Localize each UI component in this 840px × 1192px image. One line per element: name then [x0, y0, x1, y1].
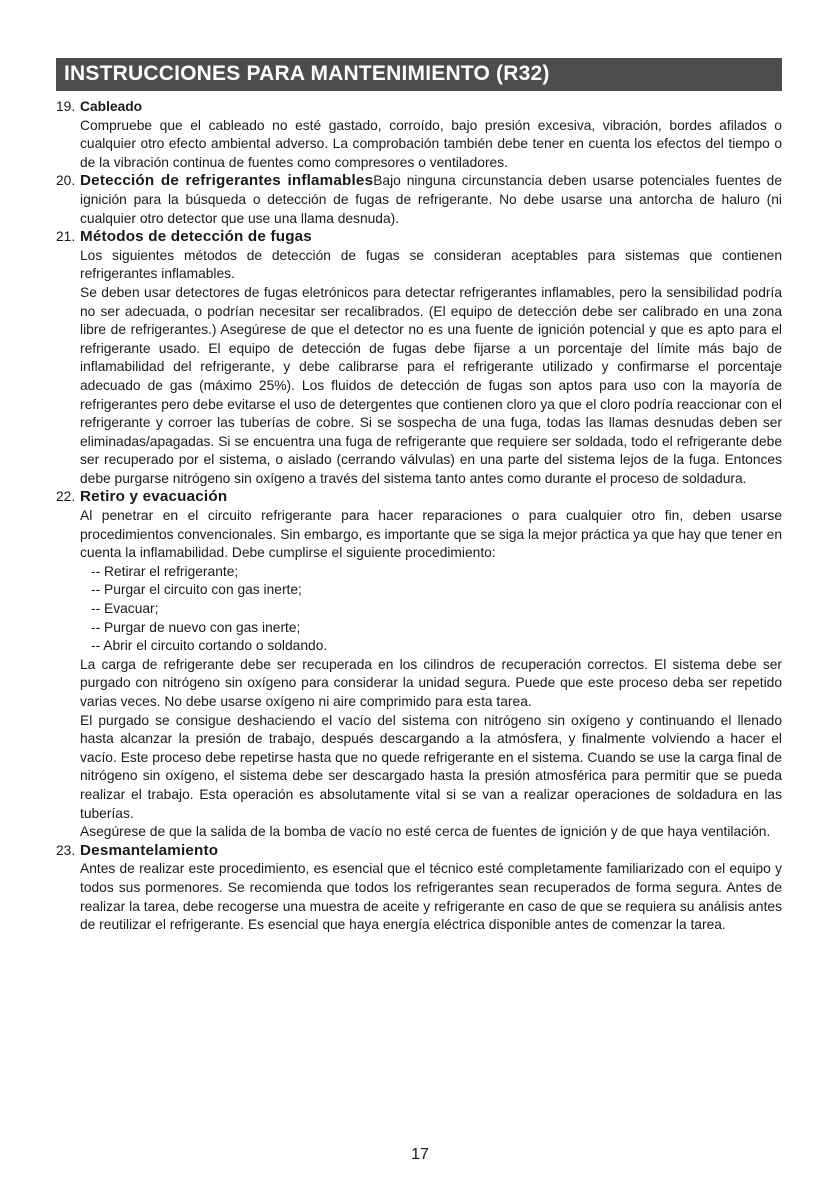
- section-21: [56, 228, 782, 488]
- paragraph: Al penetrar en el circuito refrigerante para hacer reparaciones o para cualquier otro fin, deben usarse procedimientos convencionales. Sin embargo, es importante que se siga la mejor práctica ya que hay que tener en cuenta la inflamabilidad. Debe cumplirse el siguiente procedimiento:: [80, 508, 782, 561]
- paragraph-text: Bajo ninguna circunstancia deben usarse potenciales fuentes de ignición para la búsqueda o detección de fugas de refrigerante. No debe usarse una antorcha de haluro (ni cualquier otro detector que use una llama desnuda).: [80, 173, 783, 226]
- list-item: -- Purgar de nuevo con gas inerte;: [91, 619, 301, 635]
- section-heading: Retiro y evacuación: [80, 488, 228, 506]
- paragraph: Se deben usar detectores de fugas eletrónicos para detectar refrigerantes inflamables, pero la sensibilidad podría no ser adecuada, o podrían necesitar ser recalibrados. (El equipo de detección debe ser calibrado en una zona libre de refrigerantes.) Asegúrese de que el detector no es una fuente de ignición potencial y que es apto para el refrigerante usado. El equipo de detección de fugas debe fijarse a un porcentaje del límite más bajo de inflamabilidad del refrigerante, y debe calibrarse para el refrigerante utilizado y confirmarse el porcentaje adecuado de gas (máximo 25%). Los fluidos de detección de fugas son aptos para uso con la mayoría de refrigerantes pero debe evitarse el uso de detergentes que contienen cloro ya que el cloro podría reaccionar con el refrigerante y corroer las tuberías de cobre. Si se sospecha de una fuga, todas las llamas desnudas deben ser eliminadas/apagadas. Si se encuentra una fuga de refrigerante que requiere ser soldada, todo el refrigerante debe ser recuperado por el sistema, o aislado (cerrando válvulas) en una parte del sistema lejos de la fuga. Entonces debe purgarse nitrógeno sin oxígeno a través del sistema tanto antes como durante el proceso de soldadura.: [80, 284, 782, 486]
- section-22: [56, 488, 782, 841]
- paragraph: El purgado se consigue deshaciendo el vacío del sistema con nitrógeno sin oxígeno y continuando el llenado hasta alcanzar la presión de trabajo, después descargando a la atmósfera, y finalmente volviendo a hacer el vacío. Este proceso debe repetirse hasta que no quede refrigerante en el sistema. Cuando se use la carga final de nitrógeno sin oxígeno, el sistema debe ser descargado hasta la presión atmosférica para permitir que se pueda realizar el trabajo. Esta operación es absolutamente vital si se van a realizar operaciones de soldadura en las tuberías.: [80, 712, 782, 821]
- paragraph: Antes de realizar este procedimiento, es esencial que el técnico esté completamente familiarizado con el equipo y todos sus pormenores. Se recomienda que todos los refrigerantes sean recuperados de forma segura. Antes de realizar la tarea, debe recogerse una muestra de aceite y refrigerante en caso de que se requiera su análisis antes de reutilizar el refrigerante. Es esencial que haya energía eléctrica disponible antes de comenzar la tarea.: [80, 861, 782, 933]
- paragraph: Compruebe que el cableado no esté gastado, corroído, bajo presión excesiva, vibración, bordes afilados o cualquier otro efecto ambiental adverso. La comprobación también debe tener en cuenta los efectos del tiempo o de la vibración continua de fuentes como compresores o ventiladores.: [80, 117, 782, 170]
- list-item: -- Retirar el refrigerante;: [91, 563, 239, 579]
- section-19: [56, 98, 782, 172]
- section-heading: Desmantelamiento: [80, 841, 219, 859]
- section-heading: Métodos de detección de fugas: [80, 228, 312, 246]
- section-heading: Detección de refrigerantes inflamables: [80, 172, 374, 190]
- list-item: -- Evacuar;: [91, 601, 159, 617]
- section-23: [56, 842, 782, 935]
- page-number: 17: [411, 1146, 429, 1163]
- paragraph: [80, 172, 782, 228]
- procedure-list: [80, 563, 782, 656]
- section-number: 23.: [56, 842, 76, 858]
- document-body: [56, 98, 782, 935]
- paragraph: La carga de refrigerante debe ser recuperada en los cilindros de recuperación correctos. El sistema debe ser purgado con nitrógeno sin oxígeno para considerar la unidad segura. Puede que este proceso deba ser repetido varias veces. No debe usarse oxígeno ni aire comprimido para esta tarea.: [80, 656, 782, 709]
- list-item: -- Abrir el circuito cortando o soldando.: [91, 638, 328, 654]
- list-item: -- Purgar el circuito con gas inerte;: [91, 582, 302, 598]
- page-title: INSTRUCCIONES PARA MANTENIMIENTO (R32): [64, 62, 550, 85]
- section-number: 20.: [56, 173, 76, 189]
- section-heading: Cableado: [80, 99, 143, 114]
- section-number: 21.: [56, 229, 76, 245]
- paragraph: Asegúrese de que la salida de la bomba de vacío no esté cerca de fuentes de ignición y de que haya ventilación.: [80, 824, 771, 840]
- section-number: 19.: [56, 99, 76, 114]
- section-header-bar: [56, 58, 782, 91]
- section-number: 22.: [56, 489, 76, 505]
- paragraph: Los siguientes métodos de detección de fugas se consideran aceptables para sistemas que contienen refrigerantes inflamables.: [80, 247, 782, 282]
- section-20: [56, 172, 782, 228]
